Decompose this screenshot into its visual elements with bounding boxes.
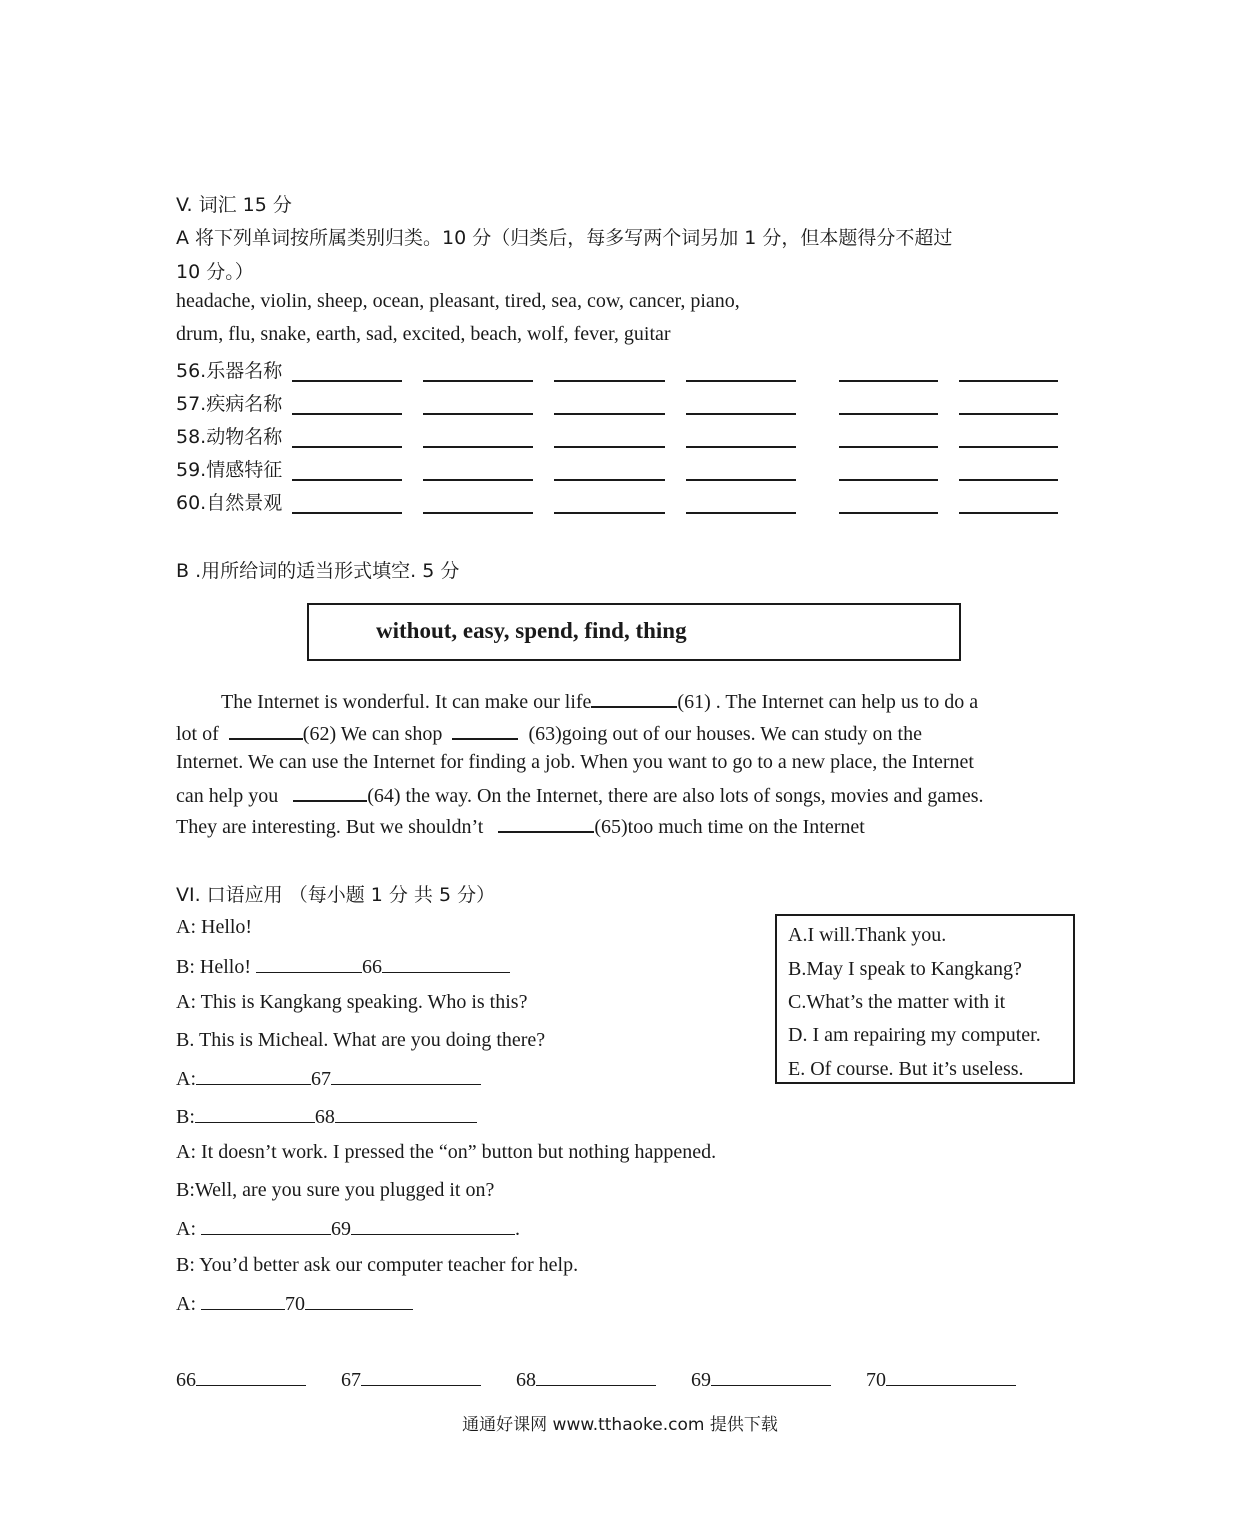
answer-blank-66[interactable]: [196, 1367, 306, 1386]
dialogue-line-3: A: This is Kangkang speaking. Who is this?: [176, 991, 528, 1013]
answer-blank[interactable]: [423, 479, 533, 481]
answer-blank-67[interactable]: [361, 1367, 481, 1386]
passage-line-1: [221, 688, 978, 714]
answer-blank[interactable]: [959, 479, 1058, 481]
blank-67-left[interactable]: [196, 1066, 311, 1085]
passage-line-4: [176, 782, 984, 808]
option-e: E. Of course. But it’s useless.: [788, 1058, 1024, 1080]
page-footer: 通通好课网 www.tthaoke.com 提供下载: [462, 1415, 778, 1435]
answer-blank[interactable]: [959, 512, 1058, 514]
answer-blank-69[interactable]: [711, 1367, 831, 1386]
answer-blank[interactable]: [292, 479, 402, 481]
dialogue-line-1: A: Hello!: [176, 916, 253, 938]
dialogue-line-5: [176, 1066, 481, 1091]
answer-blank[interactable]: [554, 479, 665, 481]
answer-blank[interactable]: [686, 479, 796, 481]
blank-69-left[interactable]: [201, 1216, 331, 1235]
dialogue-text: A:: [176, 1068, 196, 1090]
passage-text: Internet. We can use the Internet for finding a job. When you want to go to a new place, the Internet: [176, 751, 974, 773]
answer-blank[interactable]: [686, 380, 796, 382]
dialogue-line-10: B: You’d better ask our computer teacher for help.: [176, 1254, 579, 1276]
blank-number: 68: [314, 1106, 335, 1128]
category-label: 58.动物名称: [176, 426, 283, 448]
dialogue-line-9: [176, 1216, 520, 1241]
passage-line-3: [176, 751, 974, 774]
option-b: B.May I speak to Kangkang?: [788, 958, 1022, 980]
section-v-title: V. 词汇 15 分: [176, 194, 292, 216]
category-row-60: [176, 488, 1066, 516]
answer-blank[interactable]: [839, 446, 938, 448]
answer-68: [516, 1367, 656, 1392]
passage-text: (62) We can shop: [302, 723, 443, 745]
dialogue-text: A:: [176, 1293, 196, 1315]
dialogue-text: B: Hello!: [176, 956, 251, 978]
category-row-58: [176, 422, 1066, 450]
answer-blank[interactable]: [292, 380, 402, 382]
blank-64[interactable]: [293, 782, 367, 802]
category-row-56: [176, 356, 1066, 384]
answer-label: 67: [341, 1369, 361, 1391]
category-label: 56.乐器名称: [176, 360, 283, 382]
answer-69: [691, 1367, 831, 1392]
answer-blank[interactable]: [959, 380, 1058, 382]
blank-66-right[interactable]: [382, 954, 510, 973]
part-b-instruction: B .用所给词的适当形式填空. 5 分: [176, 560, 460, 582]
blank-number: 66: [362, 956, 382, 978]
blank-66-left[interactable]: [256, 954, 362, 973]
category-label: 60.自然景观: [176, 492, 283, 514]
blank-68-right[interactable]: [335, 1104, 477, 1123]
answer-label: 66: [176, 1369, 196, 1391]
answer-blank[interactable]: [686, 512, 796, 514]
blank-68-left[interactable]: [195, 1104, 315, 1123]
passage-line-5: [176, 813, 865, 839]
option-a: A.I will.Thank you.: [788, 924, 947, 946]
category-label: 59.情感特征: [176, 459, 283, 481]
dialogue-text: A:: [176, 1218, 196, 1240]
answer-blank-68[interactable]: [536, 1367, 656, 1386]
part-a-instruction: A 将下列单词按所属类别归类。10 分（归类后，每多写两个词另加 1 分，但本题得分不超过: [176, 227, 953, 249]
answer-blank[interactable]: [686, 413, 796, 415]
dialogue-line-2: [176, 954, 510, 979]
word-list-line-2: drum, flu, snake, earth, sad, excited, beach, wolf, fever, guitar: [176, 323, 671, 345]
answer-label: 70: [866, 1369, 886, 1391]
option-c: C.What’s the matter with it: [788, 991, 1006, 1013]
section-vi-title: VI. 口语应用 （每小题 1 分 共 5 分）: [176, 884, 496, 906]
passage-text: lot of: [176, 723, 219, 745]
blank-number: 67: [311, 1068, 331, 1090]
answer-label: 68: [516, 1369, 536, 1391]
answer-blank[interactable]: [292, 446, 402, 448]
options-box: [775, 914, 1075, 1084]
dialogue-line-4: B. This is Micheal. What are you doing there?: [176, 1029, 546, 1051]
passage-text: They are interesting. But we shouldn’t: [176, 816, 484, 838]
blank-70-left[interactable]: [201, 1291, 285, 1310]
answer-blank[interactable]: [839, 380, 938, 382]
answer-blank[interactable]: [554, 380, 665, 382]
dialogue-line-6: [176, 1104, 477, 1129]
dialogue-line-7: A: It doesn’t work. I pressed the “on” button but nothing happened.: [176, 1141, 717, 1163]
answer-label: 69: [691, 1369, 711, 1391]
answer-blank[interactable]: [423, 512, 533, 514]
answer-blank[interactable]: [839, 413, 938, 415]
answer-blank[interactable]: [554, 413, 665, 415]
answer-blank[interactable]: [292, 413, 402, 415]
blank-number: 69: [331, 1218, 351, 1240]
blank-70-right[interactable]: [305, 1291, 413, 1310]
option-d: D. I am repairing my computer.: [788, 1024, 1041, 1046]
passage-text: The Internet is wonderful. It can make our life: [221, 691, 592, 713]
word-list-line-1: headache, violin, sheep, ocean, pleasant, tired, sea, cow, cancer, piano,: [176, 290, 740, 312]
blank-63[interactable]: [452, 720, 518, 740]
word-box: [307, 603, 961, 661]
answer-blank[interactable]: [554, 446, 665, 448]
answer-blank[interactable]: [423, 380, 533, 382]
passage-text: (64) the way. On the Internet, there are also lots of songs, movies and games.: [367, 785, 984, 807]
answer-blank[interactable]: [554, 512, 665, 514]
answer-blank[interactable]: [423, 446, 533, 448]
blank-61[interactable]: [591, 688, 677, 708]
dialogue-text: B:: [176, 1106, 195, 1128]
blank-65[interactable]: [498, 813, 594, 833]
dialogue-line-11: [176, 1291, 413, 1316]
dialogue-text: .: [515, 1218, 520, 1240]
answer-blank[interactable]: [839, 479, 938, 481]
answer-blank[interactable]: [959, 446, 1058, 448]
category-label: 57.疾病名称: [176, 393, 283, 415]
word-box-words: without, easy, spend, find, thing: [376, 618, 687, 643]
blank-69-right[interactable]: [351, 1216, 515, 1235]
passage-text: (65)too much time on the Internet: [594, 816, 865, 838]
answer-blank-70[interactable]: [886, 1367, 1016, 1386]
category-row-57: [176, 389, 1066, 417]
blank-62[interactable]: [229, 720, 303, 740]
passage-text: (63)going out of our houses. We can study on the: [528, 723, 922, 745]
answer-67: [341, 1367, 481, 1392]
blank-number: 70: [285, 1293, 305, 1315]
answer-blank[interactable]: [686, 446, 796, 448]
passage-line-2: [176, 720, 922, 746]
category-row-59: [176, 455, 1066, 483]
passage-text: can help you: [176, 785, 279, 807]
part-a-instruction-cont: 10 分。）: [176, 261, 254, 283]
answer-66: [176, 1367, 306, 1392]
answer-blank[interactable]: [839, 512, 938, 514]
passage-text: (61) . The Internet can help us to do a: [677, 691, 979, 713]
answer-blank[interactable]: [959, 413, 1058, 415]
answer-blank[interactable]: [423, 413, 533, 415]
dialogue-line-8: B:Well, are you sure you plugged it on?: [176, 1179, 495, 1201]
blank-67-right[interactable]: [331, 1066, 481, 1085]
answer-blank[interactable]: [292, 512, 402, 514]
answer-70: [866, 1367, 1016, 1392]
